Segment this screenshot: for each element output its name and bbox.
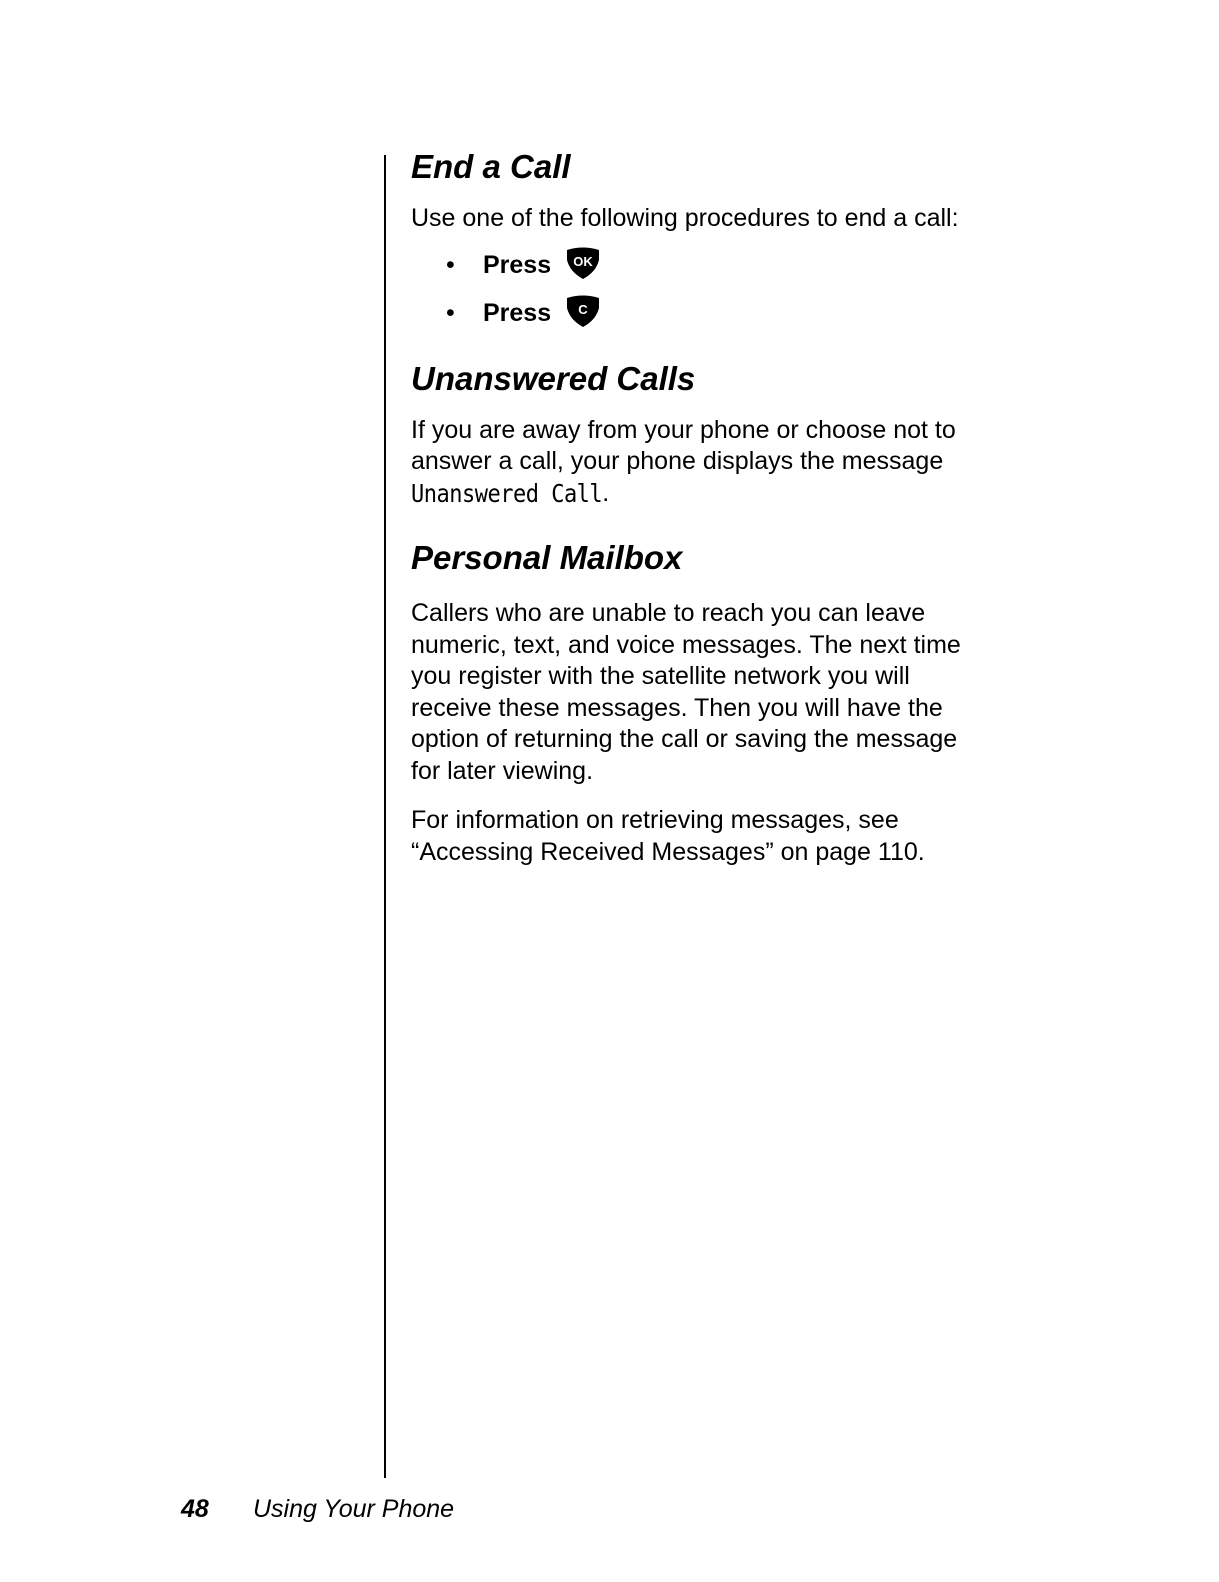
end-call-intro: Use one of the following procedures to end a call:	[411, 204, 959, 232]
procedure-text: Press	[483, 250, 552, 279]
ok-key-label: OK	[573, 253, 593, 269]
list-item	[411, 241, 991, 289]
clear-key-icon	[566, 294, 600, 328]
heading-end-a-call: End a Call	[411, 148, 571, 185]
unanswered-body	[411, 415, 991, 511]
mailbox-paragraph-1: Callers who are unable to reach you can leave numeric, text, and voice messages. The next time you register with the satellite network you will receive these messages. Then you will have the option of returning the call or saving the message for later viewing.	[411, 599, 961, 785]
clear-key-label: C	[578, 301, 588, 317]
page-content	[411, 145, 991, 868]
procedure-text: Press	[483, 298, 552, 327]
display-message: Unanswered Call	[411, 479, 603, 509]
heading-unanswered-calls: Unanswered Calls	[411, 359, 696, 397]
running-footer-title: Using Your Phone	[253, 1495, 455, 1523]
list-item	[411, 289, 991, 337]
bullet-icon: •	[446, 298, 455, 327]
page-number: 48	[181, 1495, 209, 1523]
end-call-procedures	[411, 241, 991, 337]
heading-personal-mailbox: Personal Mailbox	[411, 539, 683, 576]
ok-key-icon	[566, 246, 600, 280]
unanswered-text: If you are away from your phone or choose not to answer a call, your phone displays the message	[411, 415, 956, 475]
sentence-end: .	[602, 478, 610, 507]
mailbox-paragraph-2: For information on retrieving messages, see “Accessing Received Messages” on page 110.	[411, 806, 925, 866]
bullet-icon: •	[446, 250, 455, 279]
margin-rule	[384, 155, 386, 1478]
